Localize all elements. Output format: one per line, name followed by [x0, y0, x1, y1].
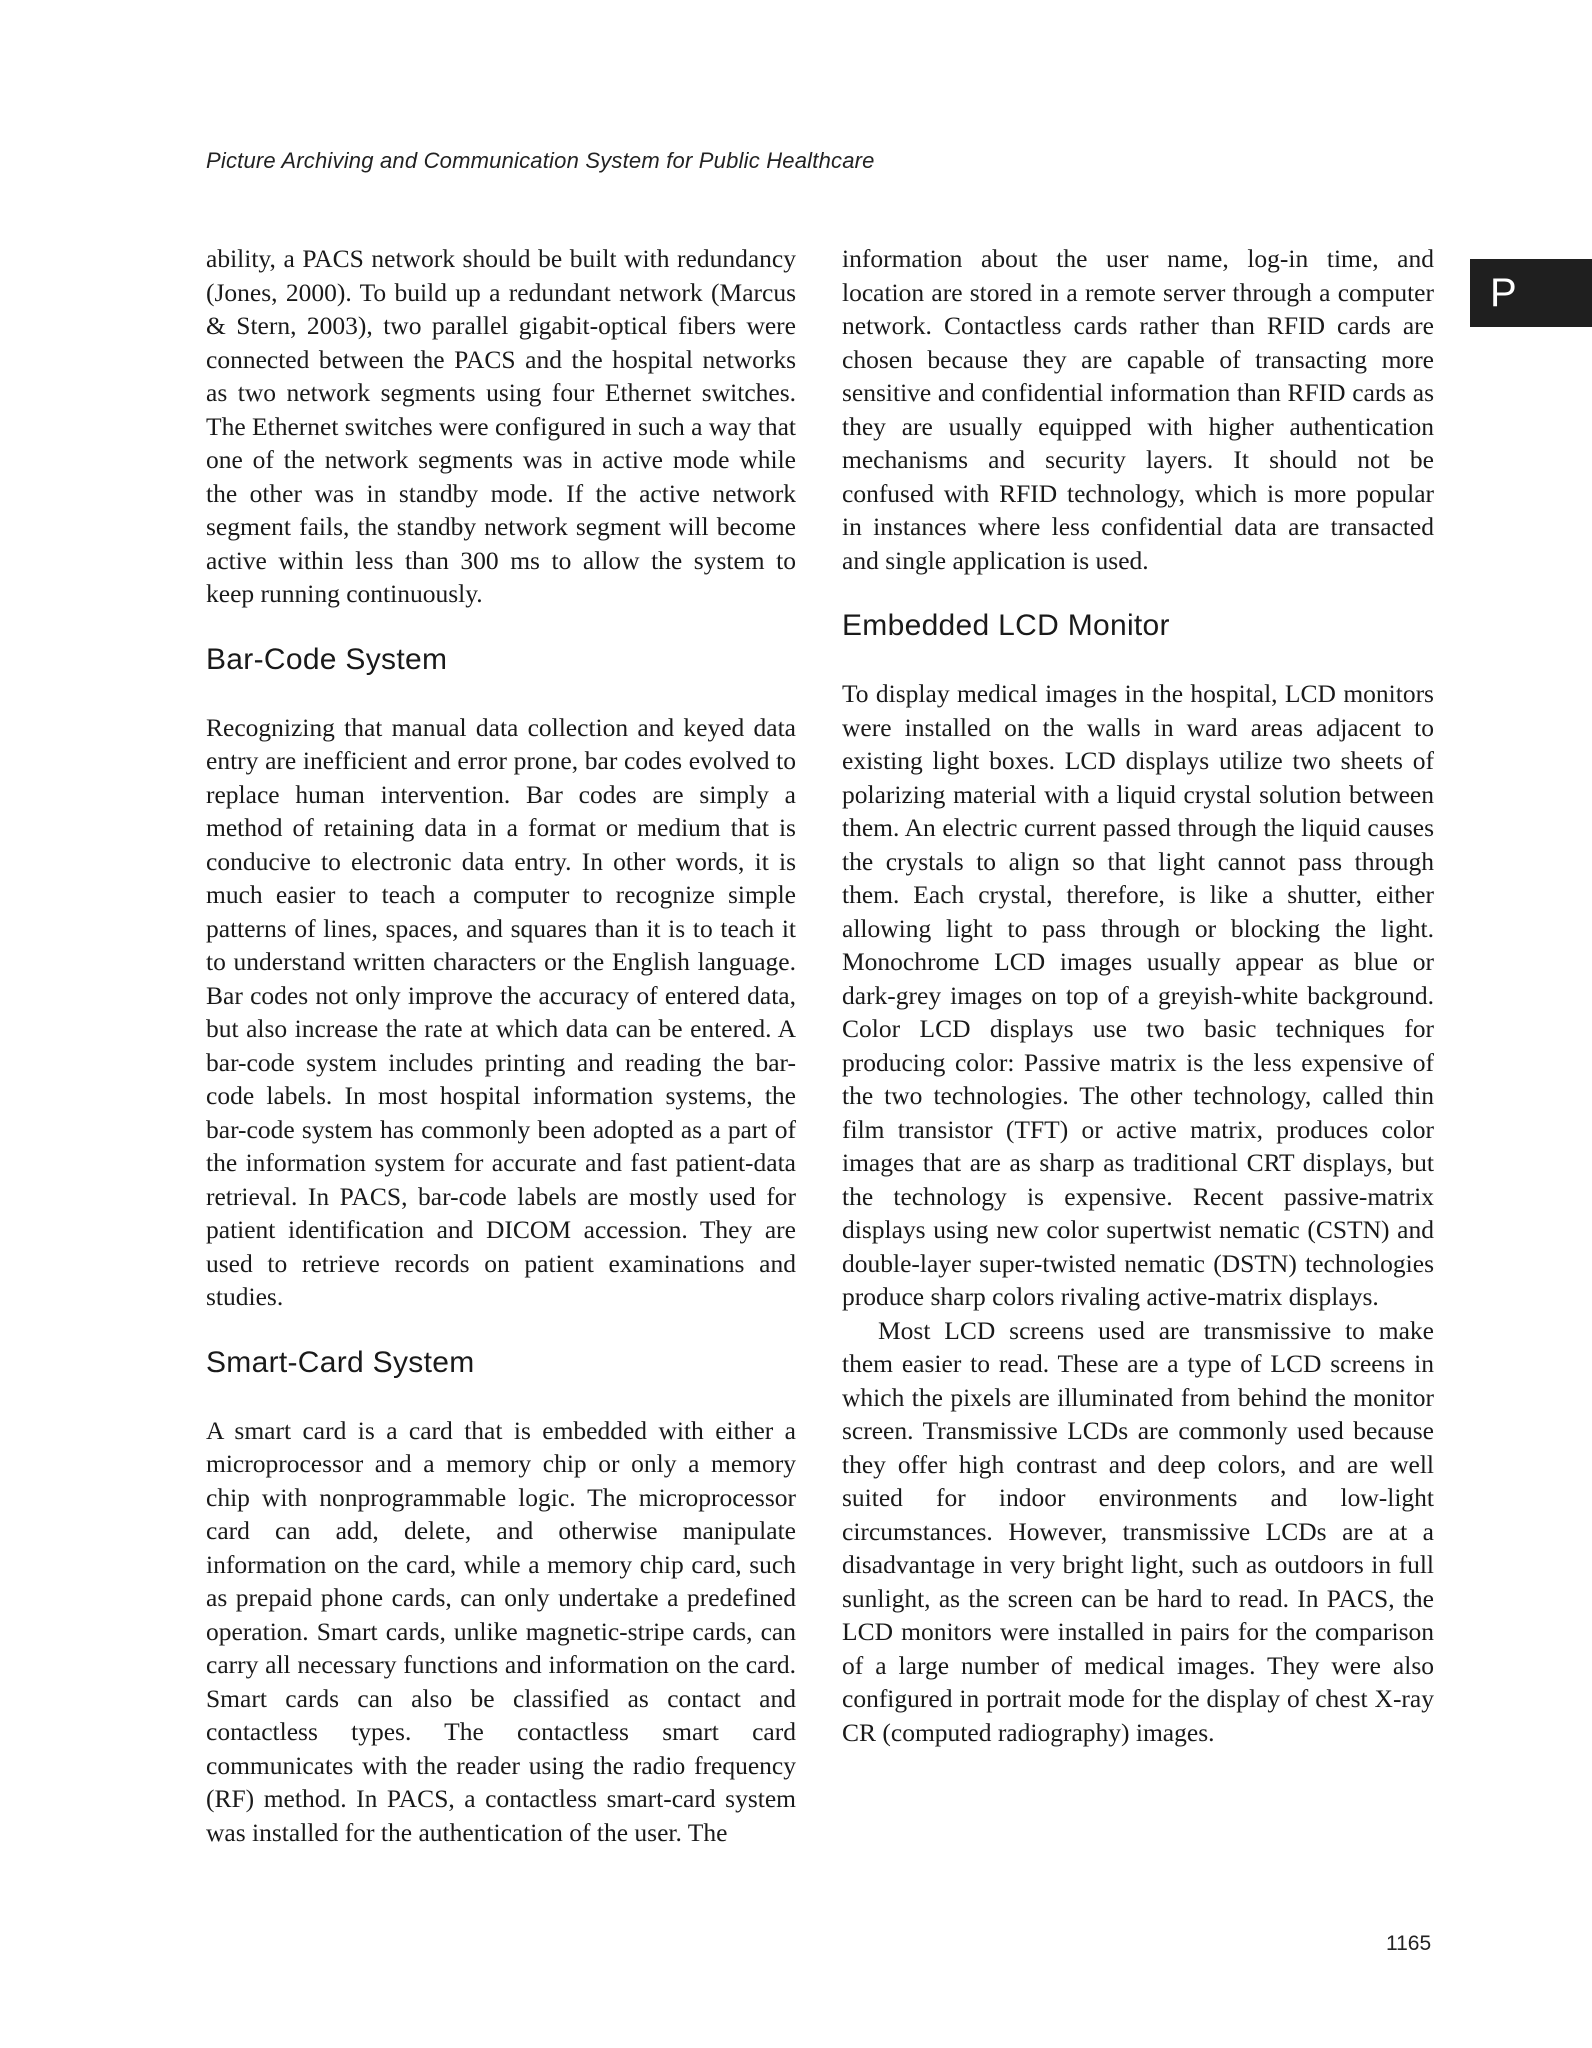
continued-paragraph: information about the user name, log-in time, and location are stored in a remote server through a computer network. Contactless cards rather than RFID cards are chosen because they are capable of transacting more sensitive and confidential information than RFID cards as they are usually equipped with higher authentication mechanisms and security layers. It should not be confused with RFID technology, which is more popular in instances where less confidential data are transacted and single application is used.	[842, 244, 1434, 575]
section-thumb-tab: P	[1470, 259, 1592, 327]
right-column	[842, 242, 1434, 1749]
lcd-paragraph-2: Most LCD screens used are transmissive to make them easier to read. These are a type of LCD screens in which the pixels are illuminated from behind the monitor screen. Transmissive LCDs are commonly used because they offer high contrast and deep colors, and are well suited for indoor environments and low-light circumstances. However, transmissive LCDs are at a disadvantage in very bright light, such as outdoors in full sunlight, as the screen can be hard to read. In PACS, the LCD monitors were installed in pairs for the comparison of a large number of medical images. They were also configured in portrait mode for the display of chest X-ray CR (computed radiography) images.	[842, 1315, 1434, 1747]
page-number: 1165	[1386, 1932, 1432, 1955]
lcd-paragraph-1: To display medical images in the hospital, LCD monitors were installed on the walls in ward areas adjacent to existing light boxes. LCD displays utilize two sheets of polarizing material with a liquid crystal solution between them. An electric current passed through the liquid causes the crystals to align so that light cannot pass through them. Each crystal, therefore, is like a shutter, either allowing light to pass through or blocking the light. Monochrome LCD images usually appear as blue or dark-grey images on top of a greyish-white background. Color LCD displays use two basic techniques for producing color: Passive matrix is the less expensive of the two technologies. The other technology, called thin film transistor (TFT) or active matrix, produces color images that are as sharp as traditional CRT displays, but the technology is expensive. Recent passive-matrix displays using new color supertwist nematic (CSTN) and double-layer super-twisted nematic (DSTN) technologies produce sharp colors rivaling active-matrix displays.	[842, 679, 1434, 1311]
lcd-section-heading: Embedded LCD Monitor	[842, 609, 1170, 642]
barcode-paragraph: Recognizing that manual data collection and keyed data entry are inefficient and error prone, bar codes evolved to replace human intervention. Bar codes are simply a method of retaining data in a format or medium that is conducive to electronic data entry. In other words, it is much easier to teach a computer to recognize simple patterns of lines, spaces, and squares than it is to teach it to understand written characters or the English language. Bar codes not only improve the accuracy of entered data, but also increase the rate at which data can be entered. A bar-code system includes printing and reading the bar-code labels. In most hospital information systems, the bar-code system has commonly been adopted as a part of the information system for accurate and fast patient-data retrieval. In PACS, bar-code labels are mostly used for patient identification and DICOM accession. They are used to retrieve records on patient examinations and studies.	[206, 712, 796, 1311]
left-column	[206, 242, 796, 1849]
smartcard-section-heading: Smart-Card System	[206, 1345, 475, 1379]
running-header: Picture Archiving and Communication System for Public Healthcare	[206, 148, 875, 173]
intro-paragraph: ability, a PACS network should be built with redundancy (Jones, 2000). To build up a redundant network (Marcus & Stern, 2003), two parallel gigabit-optical fibers were connected between the PACS and the hospital networks as two network segments using four Ethernet switches. The Ethernet switches were configured in such a way that one of the network segments was in active mode while the other was in standby mode. If the active network segment fails, the standby network segment will become active within less than 300 ms to allow the system to keep running continuously.	[206, 244, 796, 608]
smartcard-paragraph: A smart card is a card that is embedded with either a microprocessor and a memory chip or only a memory chip with nonprogrammable logic. The microprocessor card can add, delete, and otherwise manipulate information on the card, while a memory chip card, such as prepaid phone cards, can only undertake a predefined operation. Smart cards, unlike magnetic-stripe cards, can carry all necessary functions and information on the card. Smart cards can also be classified as contact and contactless types. The contactless smart card communicates with the reader using the radio frequency (RF) method. In PACS, a contactless smart-card system was installed for the authentication of the user. The	[206, 1415, 796, 1847]
barcode-section-heading: Bar-Code System	[206, 642, 448, 676]
